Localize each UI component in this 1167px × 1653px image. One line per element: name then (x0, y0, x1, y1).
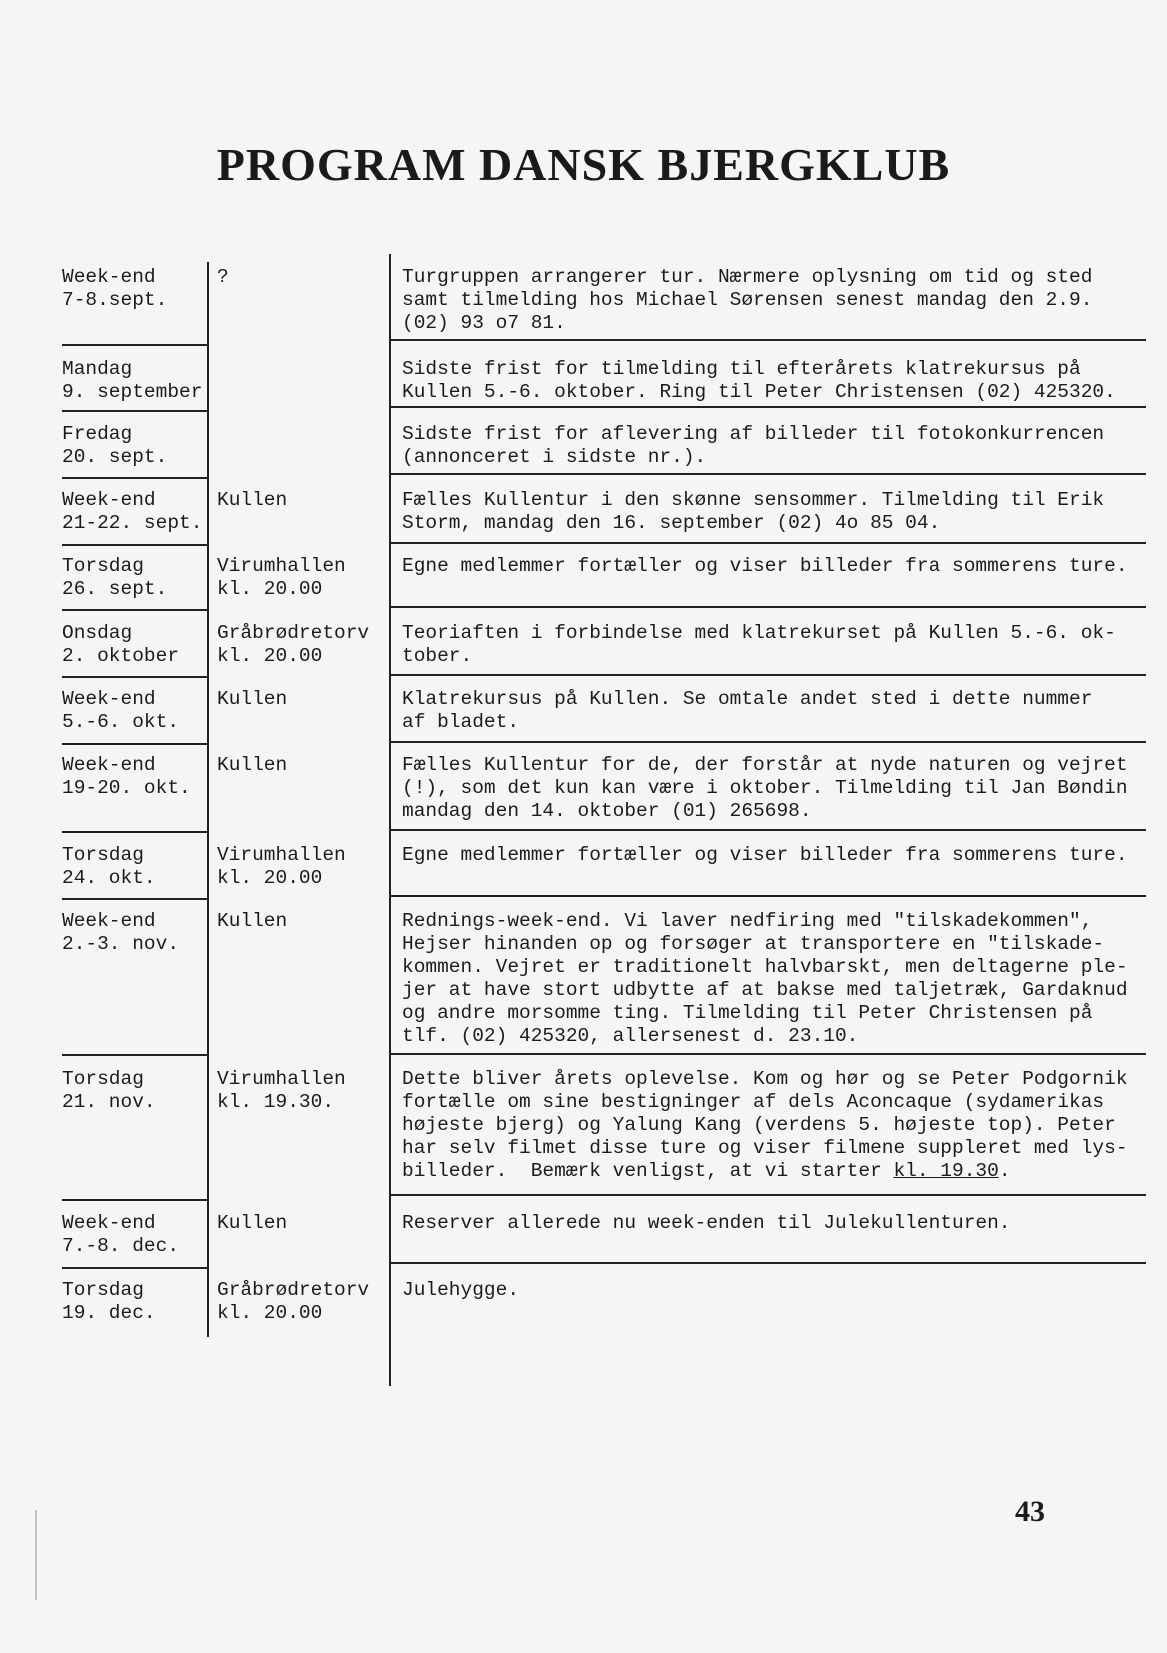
event-description: Egne medlemmer fortæller og viser billeder fra sommerens ture. (402, 844, 1128, 866)
row-separator (390, 542, 1146, 544)
row-separator (390, 406, 1146, 408)
scan-margin-mark (35, 1510, 37, 1600)
event-date: Torsdag 26. sept. (62, 555, 168, 600)
event-place: Kullen (217, 489, 288, 511)
row-separator (390, 606, 1146, 608)
event-description: Sidste frist for tilmelding til efterårets klatrekursus på Kullen 5.-6. oktober. Ring til Peter Christensen (02) 425320. (402, 358, 1116, 403)
page-number: 43 (1015, 1495, 1045, 1528)
row-separator (390, 829, 1146, 831)
page-title: PROGRAM DANSK BJERGKLUB (216, 139, 951, 190)
event-date: Week-end 7-8.sept. (62, 266, 168, 311)
event-date: Torsdag 24. okt. (62, 844, 156, 889)
column-divider (207, 262, 209, 1337)
event-description-end: . (998, 1160, 1011, 1182)
row-separator (62, 609, 208, 611)
row-separator (390, 1194, 1146, 1196)
event-place: Gråbrødretorv kl. 20.00 (217, 622, 370, 667)
event-place: Virumhallen kl. 19.30. (217, 1068, 346, 1113)
event-description: Fælles Kullentur for de, der forstår at nyde naturen og vejret (!), som det kun kan være i oktober. Tilmelding til Jan Bøndin mandag den 14. oktober (01) 265698. (402, 754, 1128, 822)
event-description: Klatrekursus på Kullen. Se omtale andet sted i dette nummer af bladet. (402, 688, 1093, 733)
row-separator (62, 1267, 208, 1269)
row-separator (62, 410, 208, 412)
row-separator (390, 473, 1146, 475)
row-separator (390, 339, 1146, 341)
event-date: Torsdag 21. nov. (62, 1068, 156, 1113)
event-place: Kullen (217, 910, 288, 932)
event-date: Torsdag 19. dec. (62, 1279, 156, 1324)
event-description-text: Dette bliver årets oplevelse. Kom og hør og se Peter Podgornik fortælle om sine bestigninger af dels Aconcaque (sydamerikas højeste bjerg) og Yalung Kang (verdens 5. højeste top). Peter har selv filmet disse ture og viser filmene suppleret med lys- billeder. Bemærk venligst, at vi starter (402, 1068, 1128, 1182)
event-description (402, 1068, 1142, 1183)
event-date: Week-end 2.-3. nov. (62, 910, 180, 955)
row-separator (390, 741, 1146, 743)
event-place: Kullen (217, 754, 288, 776)
column-divider (389, 254, 391, 1386)
event-description: Julehygge. (402, 1279, 520, 1301)
event-date: Mandag 9. september (62, 358, 203, 403)
event-place: Gråbrødretorv kl. 20.00 (217, 1279, 370, 1324)
row-separator (390, 1262, 1146, 1264)
row-separator (62, 1054, 208, 1056)
event-place: Kullen (217, 1212, 288, 1234)
row-separator (390, 674, 1146, 676)
row-separator (62, 898, 208, 900)
event-date: Week-end 19-20. okt. (62, 754, 191, 799)
event-description: Teoriaften i forbindelse med klatrekurset på Kullen 5.-6. ok- tober. (402, 622, 1116, 667)
event-date: Onsdag 2. oktober (62, 622, 180, 667)
event-date: Week-end 21-22. sept. (62, 489, 203, 534)
row-separator (62, 1199, 208, 1201)
event-description: Fælles Kullentur i den skønne sensommer. Tilmelding til Erik Storm, mandag den 16. september (02) 4o 85 04. (402, 489, 1105, 534)
row-separator (390, 1053, 1146, 1055)
event-description: Sidste frist for aflevering af billeder til fotokonkurrencen (annonceret i sidste nr.). (402, 423, 1105, 468)
event-place: ? (217, 266, 229, 288)
row-separator (62, 544, 208, 546)
event-place: Virumhallen kl. 20.00 (217, 844, 346, 889)
event-place: Virumhallen kl. 20.00 (217, 555, 346, 600)
event-date: Week-end 7.-8. dec. (62, 1212, 180, 1257)
row-separator (62, 676, 208, 678)
row-separator (62, 344, 208, 346)
event-place: Kullen (217, 688, 288, 710)
event-date: Week-end 5.-6. okt. (62, 688, 180, 733)
event-description: Rednings-week-end. Vi laver nedfiring med "tilskadekommen", Hejser hinanden op og forsøger at transportere en "tilskade- kommen. Vejret er traditionelt halvbarskt, men deltagerne ple- jer at have stort udbytte af at bakse med taljetræk, Gardaknud og andre morsomme ting. Tilmelding til Peter Christensen på tlf. (02) 425320, allersenest d. 23.10. (402, 910, 1128, 1047)
row-separator (62, 831, 208, 833)
event-description: Egne medlemmer fortæller og viser billeder fra sommerens ture. (402, 555, 1128, 577)
row-separator (390, 895, 1146, 897)
row-separator (62, 743, 208, 745)
start-time-emphasis: kl. 19.30 (893, 1160, 999, 1182)
event-date: Fredag 20. sept. (62, 423, 168, 468)
event-description: Reserver allerede nu week-enden til Julekullenturen. (402, 1212, 1011, 1234)
event-description: Turgruppen arrangerer tur. Nærmere oplysning om tid og sted samt tilmelding hos Michael Sørensen senest mandag den 2.9. (02) 93 o7 81. (402, 266, 1093, 334)
row-separator (62, 477, 208, 479)
